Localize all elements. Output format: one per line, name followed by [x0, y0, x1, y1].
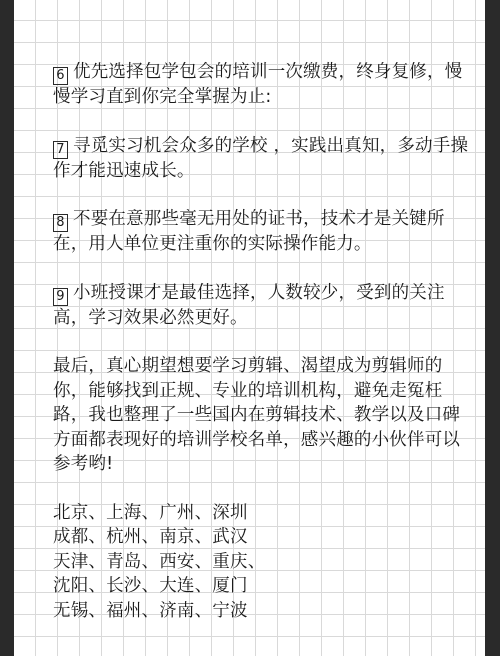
list-item-text: 小班授课才是最佳选择，人数较少，受到的关注高，学习效果必然更好。 [53, 282, 445, 328]
number-badge: 6 [53, 67, 68, 85]
city-line: 无锡、福州、济南、宁波 [53, 600, 248, 621]
grid-paper [14, 0, 485, 656]
list-item-text: 优先选择包学包会的培训一次缴费，终身复修，慢慢学习直到你完全掌握为止: [53, 62, 463, 107]
document-body [53, 60, 473, 623]
list-item-9 [53, 281, 473, 331]
number-badge: 9 [53, 288, 68, 306]
city-line: 北京、上海、广州、深圳 [53, 502, 248, 523]
city-line: 沈阳、长沙、大连、厦门 [53, 576, 248, 596]
number-badge: 8 [53, 214, 68, 232]
closing-paragraph: 最后，真心期望想要学习剪辑、渴望成为剪辑师的你，能够找到正规、专业的培训机构，避免走冤枉路，我也整理了一些国内在剪辑技术、教学以及口碑方面都表现好的培训学校名单，感兴趣的小伙伴可以参考哟! [53, 356, 461, 474]
list-item-8 [53, 207, 473, 257]
list-item-7 [53, 134, 473, 184]
city-line: 成都、杭州、南京、武汉 [53, 527, 248, 547]
list-item-text: 不要在意那些毫无用处的证书，技术才是关键所在，用人单位更注重你的实际操作能力。 [53, 209, 445, 254]
list-item-text: 寻觅实习机会众多的学校 ，实践出真知，多动手操作才能迅速成长。 [53, 135, 469, 181]
city-list [53, 501, 473, 624]
number-badge: 7 [53, 141, 68, 159]
city-line: 天津、青岛、西安、重庆、 [53, 551, 266, 572]
list-item-6 [53, 60, 473, 110]
